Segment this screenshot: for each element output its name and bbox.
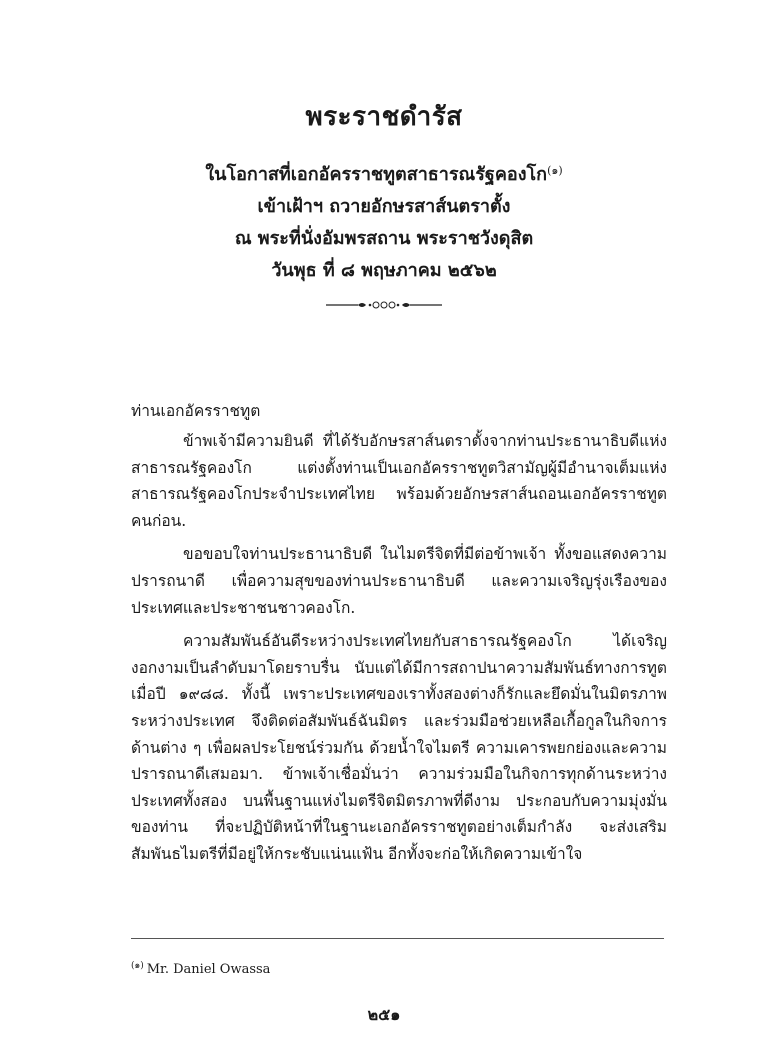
footnote-text: Mr. Daniel Owassa	[146, 962, 271, 977]
occasion-line-4: วันพุธ ที่ ๘ พฤษภาคม ๒๕๖๒	[271, 260, 497, 281]
footnote-divider	[131, 938, 664, 939]
footnote	[131, 958, 270, 977]
salutation: ท่านเอกอัครราชทูต	[131, 402, 261, 420]
footnote-marker: (๑)	[131, 961, 144, 971]
page-title: พระราชดำรัส	[305, 102, 463, 132]
paragraph: ข้าพเจ้ามีความยินดี ที่ได้รับอักษรสาส์นตราตั้งจากท่านประธานาธิบดีแห่งสาธารณรัฐคองโก แต่งตั้งท่านเป็นเอกอัครราชทูตวิสามัญผู้มีอำนาจเต็มแห่งสาธารณรัฐคองโกประจำประเทศไทย พร้อมด้วยอักษรสาส์นถอนเอกอัครราชทูตคนก่อน.	[131, 432, 667, 530]
speech-body	[131, 428, 667, 875]
paragraph: ความสัมพันธ์อันดีระหว่างประเทศไทยกับสาธารณรัฐคองโก ได้เจริญงอกงามเป็นลำดับมาโดยราบรื่น นับแต่ได้มีการสถาปนาความสัมพันธ์ทางการทูตเมื่อปี ๑๙๘๘. ทั้งนี้ เพราะประเทศของเราทั้งสองต่างก็รักและยึดมั่นในมิตรภาพระหว่างประเทศ จึงติดต่อสัมพันธ์ฉันมิตร และร่วมมือช่วยเหลือเกื้อกูลในกิจการด้านต่าง ๆ เพื่อผลประโยชน์ร่วมกัน ด้วยน้ำใจไมตรี ความเคารพยกย่องและความปรารถนาดีเสมอมา. ข้าพเจ้าเชื่อมั่นว่า ความร่วมมือในกิจการทุกด้านระหว่างประเทศทั้งสอง บนพื้นฐานแห่งไมตรีจิตมิตรภาพที่ดีงาม ประกอบกับความมุ่งมั่นของท่าน ที่จะปฏิบัติหน้าที่ในฐานะเอกอัครราชทูตอย่างเต็มกำลัง จะส่งเสริมสัมพันธไมตรีที่มีอยู่ให้กระชับแน่นแฟ้น อีกทั้งจะก่อให้เกิดความเข้าใจ	[131, 632, 667, 863]
occasion-text-1: ในโอกาสที่เอกอัครราชทูตสาธารณรัฐคองโก	[205, 164, 548, 185]
occasion-line-3: ณ พระที่นั่งอัมพรสถาน พระราชวังดุสิต	[234, 228, 534, 249]
decorative-divider-icon	[324, 297, 444, 313]
occasion-line-1	[0, 155, 768, 191]
occasion-line-2: เข้าเฝ้าฯ ถวายอักษรสาส์นตราตั้ง	[257, 196, 511, 217]
page-number: ๒๕๑	[367, 1005, 401, 1024]
paragraph: ขอขอบใจท่านประธานาธิบดี ในไมตรีจิตที่มีต่อข้าพเจ้า ทั้งขอแสดงความปรารถนาดี เพื่อความสุขของท่านประธานาธิบดี และความเจริญรุ่งเรืองของประเทศและประชาชนชาวคองโก.	[131, 545, 667, 617]
footnote-reference: (๑)	[547, 164, 563, 177]
occasion-heading	[0, 155, 768, 287]
